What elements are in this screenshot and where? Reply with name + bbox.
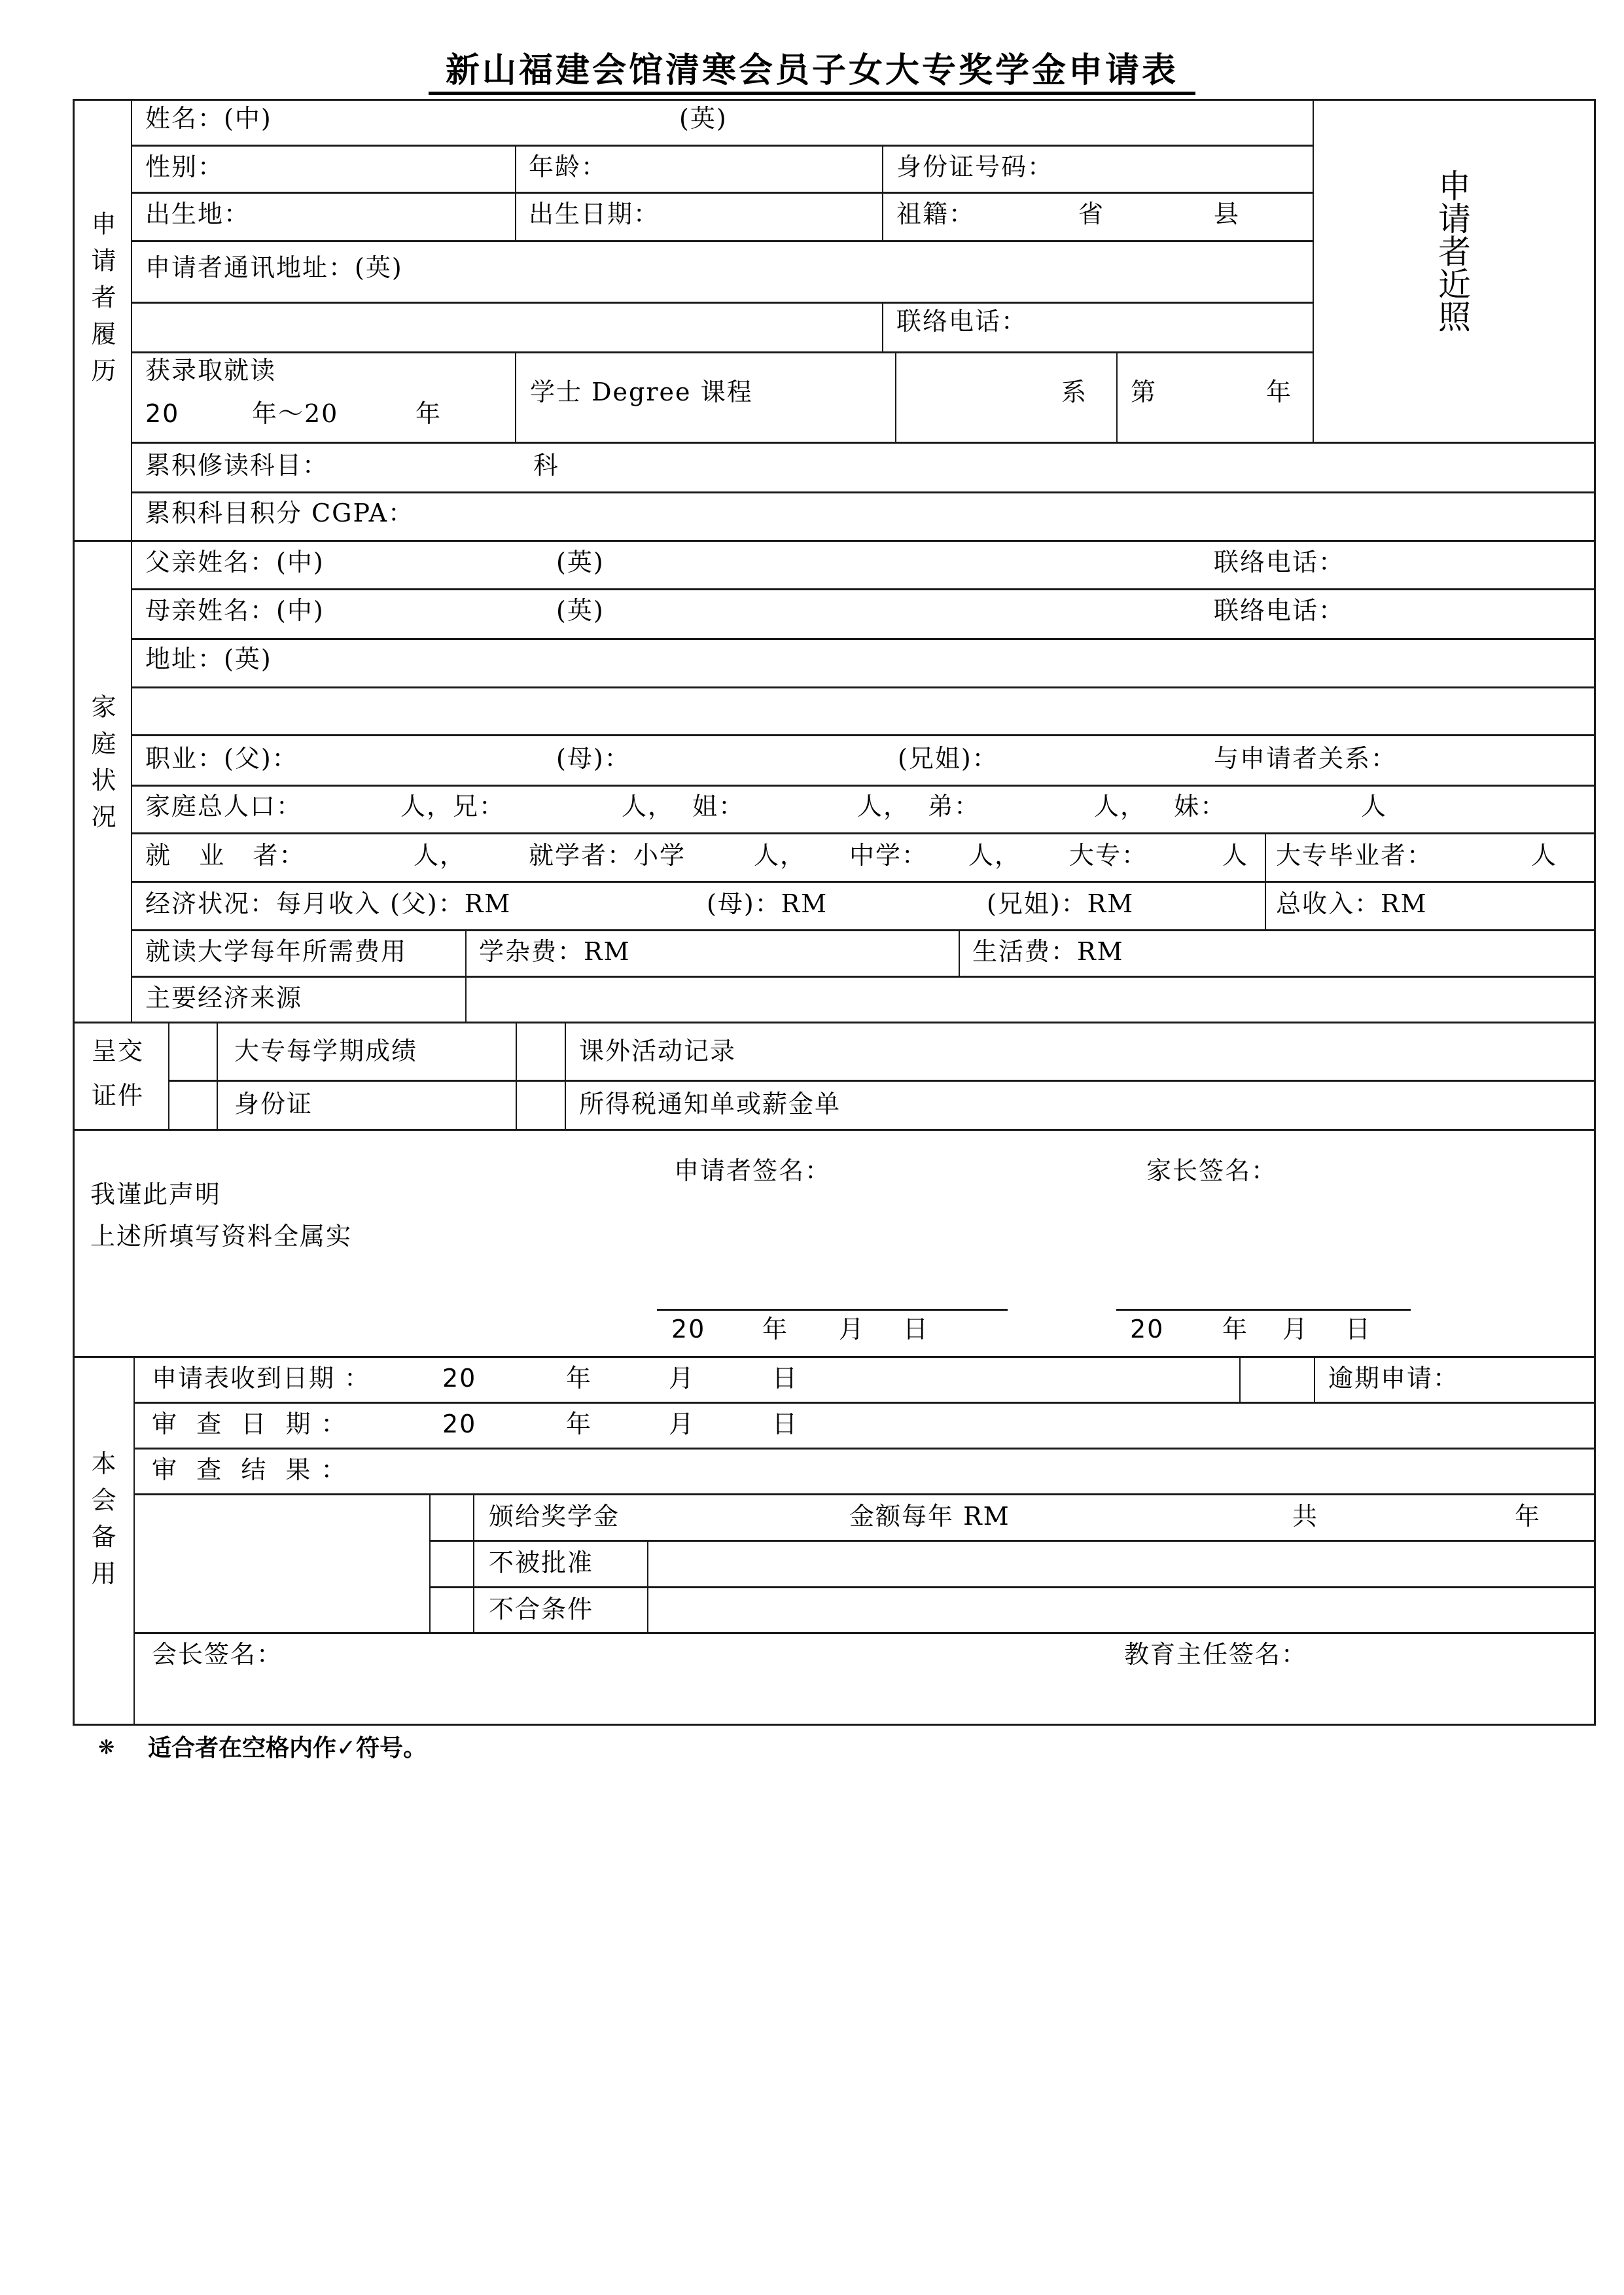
- family-address-label: 地址：(英): [145, 645, 272, 673]
- employed-unit: 人，: [414, 841, 467, 870]
- ancestry-label: 祖籍：: [896, 200, 976, 228]
- province-label: 省: [1078, 200, 1105, 228]
- main-source-label: 主要经济来源: [145, 984, 303, 1012]
- cgpa-label: 累积科目积分 CGPA：: [145, 499, 415, 527]
- checkbox-not-eligible[interactable]: [431, 1588, 472, 1631]
- father-name-en-label: (英): [556, 548, 605, 577]
- checkbox-semester-results[interactable]: [169, 1023, 215, 1078]
- admitted-year-mid: 年～20: [252, 399, 339, 428]
- row-line: [131, 734, 1595, 736]
- footnote-text: 适合者在空格内作✓符号。: [148, 1735, 427, 1762]
- birthplace-label: 出生地：: [145, 200, 251, 228]
- date-nian: 年: [762, 1315, 789, 1343]
- birth-date-label: 出生日期：: [529, 200, 660, 228]
- declaration-line-1: 我谨此声明: [90, 1180, 222, 1209]
- received-date-label: 申请表收到日期 ：: [152, 1364, 371, 1393]
- doc-ic: 身份证: [234, 1090, 313, 1118]
- section-line: [73, 540, 1596, 542]
- row-line: [131, 832, 1595, 834]
- subjects-unit: 科: [533, 451, 560, 480]
- review-date-yue: 月: [669, 1410, 696, 1438]
- section-label-documents-1: 呈交: [92, 1037, 145, 1065]
- date-yue: 月: [839, 1315, 866, 1343]
- department-label: 系: [1061, 378, 1088, 406]
- row-line: [133, 1448, 1595, 1450]
- father-name-cn-label: 父亲姓名：(中): [145, 548, 325, 577]
- total-years-suffix: 年: [1515, 1502, 1542, 1531]
- row-line: [429, 1540, 1595, 1542]
- col-line: [1265, 832, 1266, 929]
- gender-label: 性别：: [145, 152, 224, 181]
- row-line: [131, 442, 1595, 444]
- not-approved-label: 不被批准: [489, 1548, 594, 1577]
- col-line: [882, 145, 883, 240]
- table-bottom-border: [73, 1724, 1596, 1726]
- section-line: [73, 1129, 1596, 1131]
- date-nian: 年: [1222, 1315, 1249, 1343]
- name-en-label: (英): [679, 104, 728, 133]
- section-label-documents-2: 证件: [92, 1081, 145, 1110]
- date-year: 20: [671, 1315, 706, 1343]
- review-date-nian: 年: [566, 1410, 593, 1438]
- date-yue: 月: [1282, 1315, 1309, 1343]
- phone-label: 联络电话：: [896, 307, 1028, 336]
- asterisk-icon: ❋: [98, 1736, 115, 1759]
- row-line: [131, 491, 1595, 493]
- col-line: [959, 929, 960, 976]
- household-total-label: 家庭总人口：: [145, 792, 303, 821]
- section-label-applicant: 申请者履历: [87, 211, 116, 394]
- amount-label: 金额每年 RM: [849, 1502, 1010, 1531]
- review-date-label: 审 查 日 期 ：: [152, 1410, 347, 1438]
- parent-signature-field[interactable]: [1116, 1198, 1411, 1308]
- ic-number-label: 身份证号码：: [896, 152, 1054, 181]
- col-line: [647, 1540, 648, 1632]
- primary-unit: 人，: [754, 841, 807, 870]
- address-field[interactable]: [132, 303, 881, 350]
- education-officer-signature-label: 教育主任签名：: [1124, 1640, 1308, 1669]
- income-total-label: 总收入：RM: [1276, 889, 1428, 918]
- relationship-label: 与申请者关系：: [1214, 744, 1398, 773]
- checkbox-ic[interactable]: [169, 1081, 215, 1128]
- section-label-office: 本会备用: [87, 1450, 116, 1597]
- parent-signature-label: 家长签名：: [1146, 1156, 1278, 1185]
- income-sibling-label: (兄姐)：RM: [987, 889, 1135, 918]
- admitted-year-start: 20: [145, 399, 180, 428]
- president-signature-label: 会长签名：: [152, 1640, 283, 1669]
- tuition-label: 学杂费：RM: [479, 937, 631, 966]
- degree-course-label: 学士 Degree 课程: [530, 378, 753, 406]
- row-line: [131, 240, 1313, 242]
- table-left-border: [73, 99, 75, 1724]
- row-line: [131, 929, 1595, 931]
- row-line: [133, 1402, 1595, 1404]
- name-cn-label: 姓名：(中): [145, 104, 272, 133]
- review-date-year: 20: [442, 1410, 477, 1438]
- doc-tax-notice: 所得税通知单或薪金单: [579, 1090, 841, 1118]
- students-primary-label: 就学者：小学: [529, 841, 686, 870]
- occupation-father-label: 职业：(父)：: [145, 744, 298, 773]
- total-years-prefix: 共: [1292, 1502, 1319, 1531]
- employed-label: 就 业 者：: [145, 841, 306, 870]
- income-mother-label: (母)：RM: [707, 889, 828, 918]
- name-field[interactable]: [132, 100, 1311, 143]
- checkbox-extracurricular[interactable]: [517, 1023, 563, 1078]
- row-line: [131, 192, 1313, 194]
- row-line: [131, 638, 1595, 640]
- received-date-ri: 日: [772, 1364, 799, 1393]
- form-title: 新山福建会馆清寒会员子女大专奖学金申请表: [445, 50, 1178, 90]
- table-right-border: [1594, 99, 1596, 1724]
- secondary-unit: 人，: [968, 841, 1021, 870]
- late-application-label: 逾期申请：: [1328, 1364, 1460, 1393]
- mother-name-en-label: (英): [556, 596, 605, 625]
- address-label: 申请者通讯地址：(英): [145, 253, 403, 282]
- col-line: [515, 145, 516, 240]
- col-line: [895, 351, 896, 442]
- date-year: 20: [1130, 1315, 1165, 1343]
- col-line: [1116, 351, 1118, 442]
- county-label: 县: [1214, 200, 1241, 228]
- received-date-nian: 年: [566, 1364, 593, 1393]
- household-end-label: 人: [1361, 792, 1388, 821]
- secondary-label: 中学：: [849, 841, 928, 870]
- household-sisters-label: 人， 姐：: [622, 792, 745, 821]
- age-label: 年龄：: [529, 152, 608, 181]
- doc-extracurricular: 课外活动记录: [579, 1037, 737, 1065]
- tertiary-unit: 人: [1222, 841, 1249, 870]
- row-line: [133, 1632, 1595, 1634]
- row-line: [131, 785, 1595, 787]
- review-notes-field[interactable]: [135, 1495, 428, 1631]
- row-line: [131, 351, 1313, 353]
- received-date-yue: 月: [669, 1364, 696, 1393]
- expenses-label: 就读大学每年所需费用: [145, 937, 408, 966]
- household-younger-sisters-label: 人， 妹：: [1094, 792, 1227, 821]
- awarded-label: 颁给奖学金: [489, 1502, 620, 1531]
- not-eligible-label: 不合条件: [489, 1595, 594, 1624]
- section-divider: [131, 540, 132, 1022]
- col-line: [217, 1022, 218, 1129]
- occupation-sibling-label: (兄姐)：: [898, 744, 998, 773]
- col-line: [473, 1493, 474, 1632]
- tertiary-label: 大专：: [1069, 841, 1148, 870]
- checkbox-awarded[interactable]: [431, 1495, 472, 1539]
- main-source-field[interactable]: [467, 977, 1593, 1020]
- date-ri: 日: [1345, 1315, 1372, 1343]
- mother-phone-label: 联络电话：: [1214, 596, 1345, 625]
- date-ri: 日: [903, 1315, 930, 1343]
- photo-box[interactable]: [1314, 100, 1594, 442]
- subjects-label: 累积修读科目：: [145, 451, 329, 480]
- row-line: [429, 1586, 1595, 1588]
- row-line: [131, 881, 1595, 883]
- applicant-signature-line: [657, 1309, 1008, 1311]
- applicant-signature-field[interactable]: [657, 1198, 1008, 1308]
- row-line: [168, 1080, 1595, 1082]
- section-label-family: 家庭状况: [87, 694, 116, 840]
- household-younger-brothers-label: 人， 弟：: [857, 792, 981, 821]
- mother-name-cn-label: 母亲姓名：(中): [145, 596, 325, 625]
- col-line: [515, 351, 516, 442]
- checkbox-tax-notice[interactable]: [517, 1081, 563, 1128]
- declaration-line-2: 上述所填写资料全属实: [90, 1222, 353, 1251]
- row-line: [131, 588, 1595, 590]
- occupation-mother-label: (母)：: [556, 744, 631, 773]
- title-underline: [429, 92, 1195, 95]
- family-address-field[interactable]: [132, 688, 1593, 733]
- section-line: [73, 1022, 1596, 1023]
- col-line: [565, 1022, 566, 1129]
- parent-signature-line: [1116, 1309, 1411, 1311]
- graduates-label: 大专毕业者：: [1276, 841, 1434, 870]
- year-prefix-label: 第: [1131, 378, 1157, 406]
- col-line: [1314, 1356, 1315, 1402]
- income-father-label: 经济状况：每月收入 (父)：RM: [145, 889, 512, 918]
- living-cost-label: 生活费：RM: [972, 937, 1124, 966]
- col-line: [882, 302, 883, 351]
- received-date-year: 20: [442, 1364, 477, 1393]
- applicant-signature-label: 申请者签名：: [674, 1156, 832, 1185]
- checkbox-not-approved[interactable]: [431, 1541, 472, 1585]
- photo-label: 申请者近照: [1433, 169, 1471, 332]
- row-line: [131, 145, 1313, 147]
- year-suffix-label: 年: [1266, 378, 1293, 406]
- doc-semester-results: 大专每学期成绩: [234, 1037, 418, 1065]
- admitted-label: 获录取就读: [145, 356, 277, 385]
- household-brothers-label: 人，兄：: [400, 792, 506, 821]
- father-phone-label: 联络电话：: [1214, 548, 1345, 577]
- checkbox-late-application[interactable]: [1241, 1357, 1313, 1400]
- graduates-unit: 人: [1531, 841, 1558, 870]
- section-line: [73, 1356, 1596, 1358]
- review-date-ri: 日: [772, 1410, 799, 1438]
- admitted-year-end: 年: [415, 399, 442, 428]
- review-result-label: 审 查 结 果 ：: [152, 1455, 347, 1484]
